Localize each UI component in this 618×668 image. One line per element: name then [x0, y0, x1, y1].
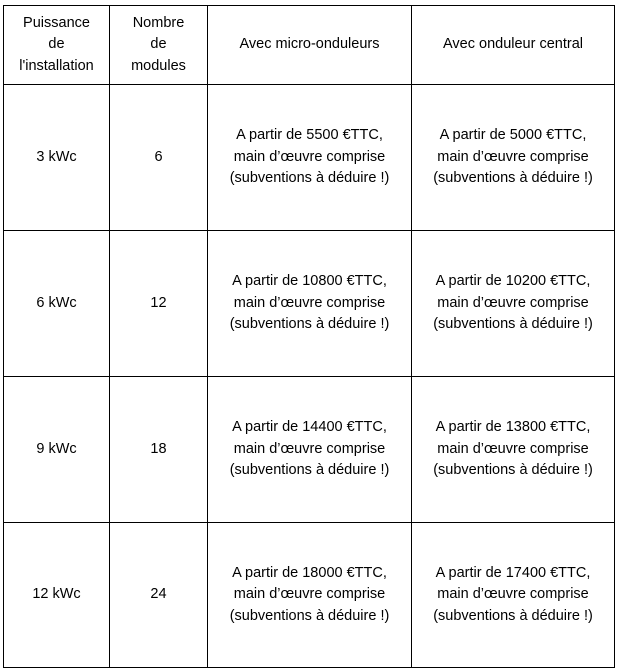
table-row	[4, 231, 615, 377]
header-row	[4, 6, 615, 85]
cell-power: 6 kWc	[4, 231, 110, 377]
cell-modules: 18	[110, 377, 208, 523]
pricing-table	[3, 5, 615, 668]
table-row	[4, 523, 615, 668]
cell-central-price: A partir de 13800 €TTC, main d’œuvre comprise (subventions à déduire !)	[412, 377, 615, 523]
cell-central-price: A partir de 17400 €TTC, main d’œuvre comprise (subventions à déduire !)	[412, 523, 615, 668]
table-row	[4, 377, 615, 523]
cell-modules: 12	[110, 231, 208, 377]
cell-micro-price: A partir de 18000 €TTC, main d’œuvre comprise (subventions à déduire !)	[208, 523, 412, 668]
cell-power: 3 kWc	[4, 85, 110, 231]
cell-micro-price: A partir de 14400 €TTC, main d’œuvre comprise (subventions à déduire !)	[208, 377, 412, 523]
cell-micro-price: A partir de 10800 €TTC, main d’œuvre comprise (subventions à déduire !)	[208, 231, 412, 377]
cell-power: 9 kWc	[4, 377, 110, 523]
header-power: Puissance de l'installation	[4, 6, 110, 85]
cell-modules: 24	[110, 523, 208, 668]
header-micro-inverters: Avec micro-onduleurs	[208, 6, 412, 85]
cell-central-price: A partir de 5000 €TTC, main d’œuvre comprise (subventions à déduire !)	[412, 85, 615, 231]
table-row	[4, 85, 615, 231]
cell-power: 12 kWc	[4, 523, 110, 668]
header-modules: Nombre de modules	[110, 6, 208, 85]
cell-modules: 6	[110, 85, 208, 231]
cell-central-price: A partir de 10200 €TTC, main d’œuvre comprise (subventions à déduire !)	[412, 231, 615, 377]
header-central-inverter: Avec onduleur central	[412, 6, 615, 85]
cell-micro-price: A partir de 5500 €TTC, main d’œuvre comprise (subventions à déduire !)	[208, 85, 412, 231]
